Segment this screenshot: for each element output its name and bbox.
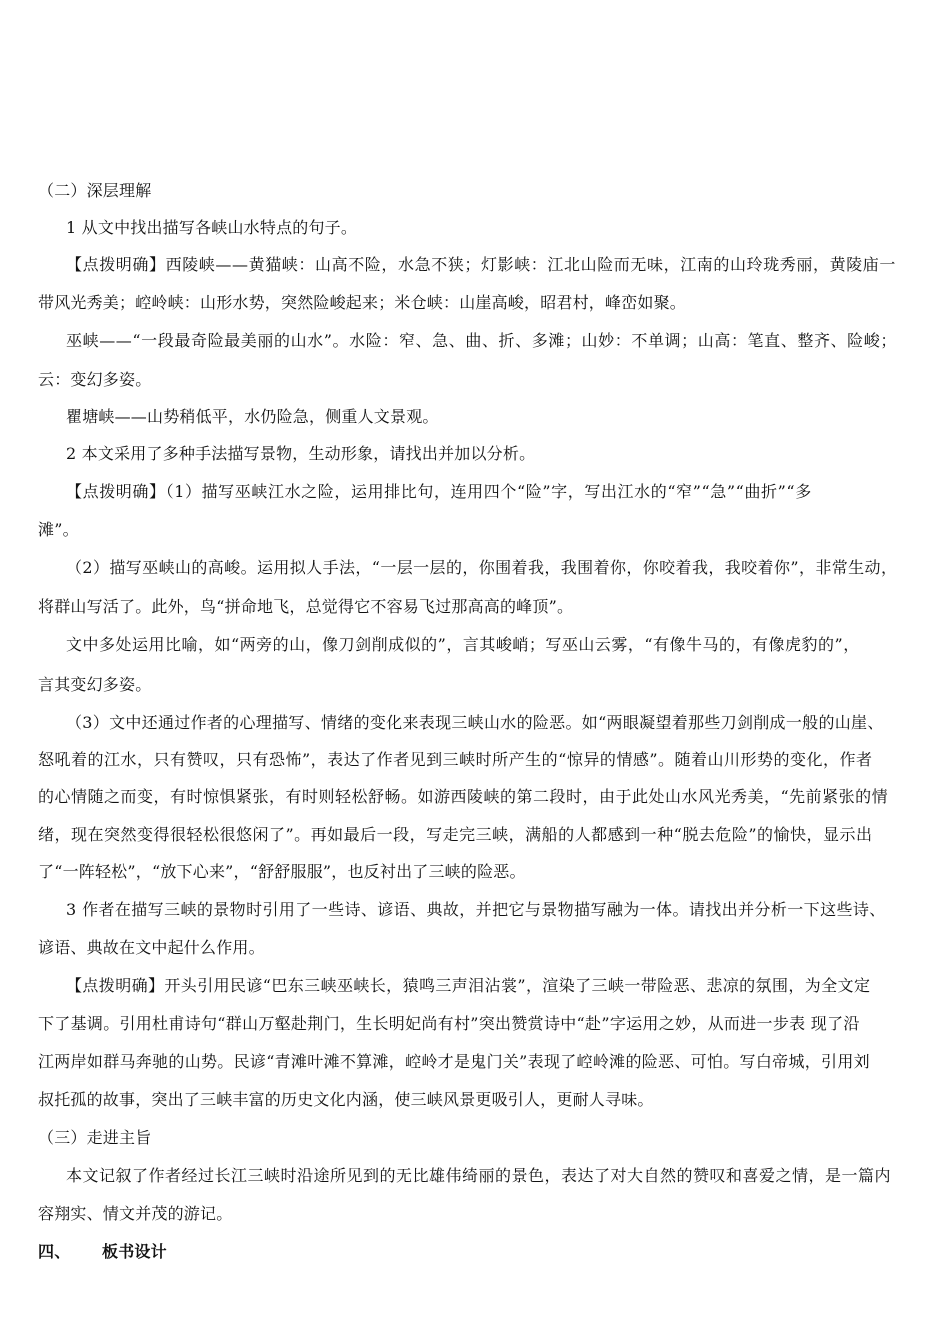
paragraph-line: 【点拨明确】（1）描写巫峡江水之险，运用排比句，连用四个“险”字，写出江水的“窄”“急”“曲折”“多 bbox=[66, 482, 812, 501]
paragraph-line: 言其变幻多姿。 bbox=[38, 675, 152, 694]
paragraph-line: 【点拨明确】开头引用民谚“巴东三峡巫峡长，猿鸣三声泪沾裳”，渲染了三峡一带险恶、悲凉的氛围，为全文定 bbox=[66, 976, 871, 995]
paragraph-line: 将群山写活了。此外，鸟“拼命地飞，总觉得它不容易飞过那高高的峰顶”。 bbox=[38, 597, 574, 616]
paragraph-line: 江两岸如群马奔驰的山势。民谚“青滩叶滩不算滩，崆岭才是鬼门关”表现了崆岭滩的险恶、可怕。写白帝城，引用刘 bbox=[38, 1052, 870, 1071]
paragraph-line: （3）文中还通过作者的心理描写、情绪的变化来表现三峡山水的险恶。如“两眼凝望着那些刀剑削成一般的山崖、 bbox=[66, 713, 884, 732]
paragraph-line: 巫峡——“一段最奇险最美丽的山水”。水险：窄、急、曲、折、多滩；山妙：不单调；山高：笔直、整齐、险峻； bbox=[66, 331, 897, 350]
paragraph-line: 2 本文采用了多种手法描写景物，生动形象，请找出并加以分析。 bbox=[66, 444, 536, 463]
paragraph-line: （2）描写巫峡山的高峻。运用拟人手法，“一层一层的，你围着我，我围着你，你咬着我，我咬着你”，非常生动， bbox=[66, 558, 898, 577]
section-heading-4-number: 四、 bbox=[38, 1242, 71, 1261]
paragraph-line: 本文记叙了作者经过长江三峡时沿途所见到的无比雄伟绮丽的景色，表达了对大自然的赞叹和喜爱之情，是一篇内 bbox=[66, 1166, 892, 1185]
paragraph-line: 文中多处运用比喻，如“两旁的山，像刀剑削成似的”，言其峻峭；写巫山云雾，“有像牛马的，有像虎豹的”， bbox=[66, 635, 860, 654]
paragraph-line: 容翔实、情文并茂的游记。 bbox=[38, 1204, 233, 1223]
paragraph-line: 的心情随之而变，有时惊惧紧张，有时则轻松舒畅。如游西陵峡的第二段时，由于此处山水风光秀美，“先前紧张的情 bbox=[38, 787, 889, 806]
section-heading-4-title: 板书设计 bbox=[102, 1242, 167, 1261]
paragraph-line: 1 从文中找出描写各峡山水特点的句子。 bbox=[66, 218, 358, 237]
section-heading-2: （二）深层理解 bbox=[38, 181, 152, 200]
paragraph-line: 怒吼着的江水，只有赞叹，只有恐怖”，表达了作者见到三峡时所产生的“惊异的情感”。随着山川形势的变化，作者 bbox=[38, 750, 873, 769]
paragraph-line: 滩”。 bbox=[38, 520, 79, 539]
paragraph-line: 云：变幻多姿。 bbox=[38, 370, 152, 389]
paragraph-line: 下了基调。引用杜甫诗句“群山万壑赴荆门，生长明妃尚有村”突出赞赏诗中“赴”字运用之妙，从而进一步表 现了沿 bbox=[38, 1014, 860, 1033]
paragraph-line: 绪，现在突然变得很轻松很悠闲了”。再如最后一段，写走完三峡，满船的人都感到一种“脱去危险”的愉快，显示出 bbox=[38, 825, 873, 844]
paragraph-line: 瞿塘峡——山势稍低平，水仍险急，侧重人文景观。 bbox=[66, 407, 439, 426]
paragraph-line: 了“一阵轻松”，“放下心来”，“舒舒服服”，也反衬出了三峡的险恶。 bbox=[38, 862, 526, 881]
paragraph-line: 带风光秀美；崆岭峡：山形水势，突然险峻起来；米仓峡：山崖高峻，昭君村，峰峦如聚。 bbox=[38, 293, 687, 312]
paragraph-line: 【点拨明确】西陵峡——黄猫峡：山高不险，水急不狭；灯影峡：江北山险而无味，江南的山玲珑秀丽，黄陵庙一 bbox=[66, 255, 897, 274]
section-heading-3: （三）走进主旨 bbox=[38, 1128, 152, 1147]
paragraph-line: 叔托孤的故事，突出了三峡丰富的历史文化内涵，使三峡风景更吸引人，更耐人寻味。 bbox=[38, 1090, 654, 1109]
paragraph-line: 3 作者在描写三峡的景物时引用了一些诗、谚语、典故，并把它与景物描写融为一体。请找出并分析一下这些诗、 bbox=[66, 900, 886, 919]
paragraph-line: 谚语、典故在文中起什么作用。 bbox=[38, 938, 265, 957]
